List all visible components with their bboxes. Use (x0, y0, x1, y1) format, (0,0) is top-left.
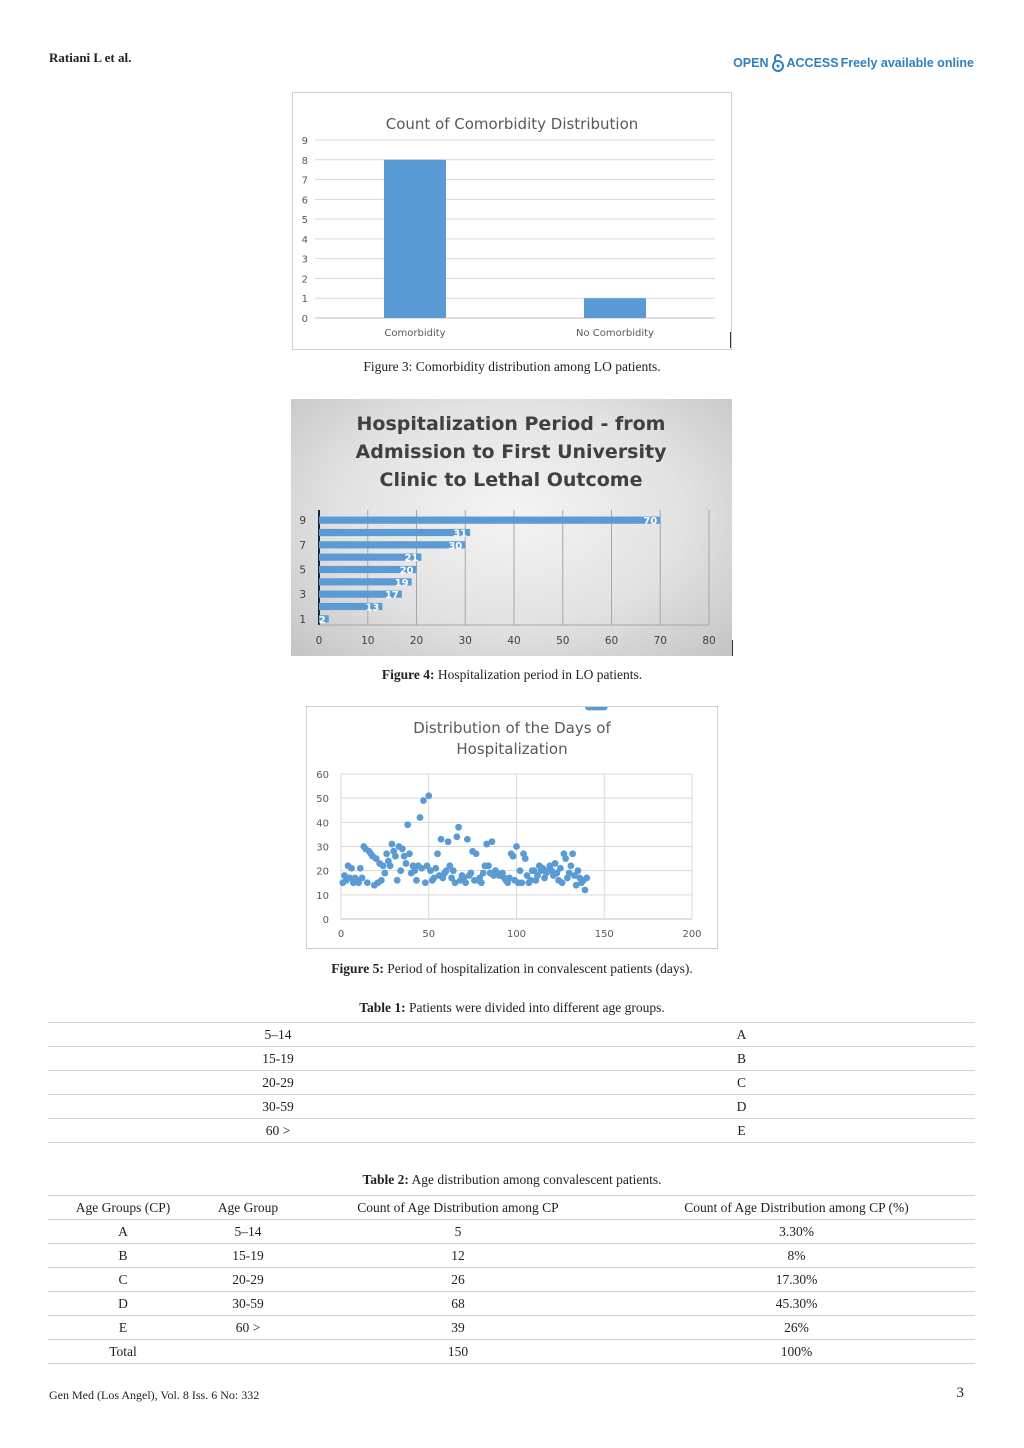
oa-tail-text: Freely available online (840, 56, 974, 70)
y-tick-label: 4 (301, 234, 308, 246)
scatter-point (388, 841, 395, 848)
y-tick-label: 7 (299, 539, 306, 552)
scatter-point (383, 850, 390, 857)
table-2-caption-label: Table 2: (362, 1172, 409, 1187)
scatter-point (450, 867, 457, 874)
table-row (48, 1292, 975, 1316)
bar (319, 541, 465, 548)
chart-title-line: Distribution of the Days of (413, 719, 611, 737)
figure-4-svg (291, 399, 732, 656)
scatter-point (518, 879, 525, 886)
table-cell: A (508, 1023, 975, 1047)
table-row (48, 1119, 975, 1143)
table-cell: 30-59 (198, 1292, 298, 1316)
scatter-point (438, 836, 445, 843)
x-tick-label: 40 (507, 635, 521, 647)
bar (584, 298, 646, 318)
scatter-point (445, 838, 452, 845)
figure-5-caption-text: Period of hospitalization in convalescent patients (days). (383, 961, 693, 976)
scatter-point (473, 850, 480, 857)
y-tick-label: 0 (301, 314, 308, 325)
figure-4-caption-label: Figure 4: (381, 667, 435, 682)
oa-access-text: ACCESS (786, 56, 839, 70)
y-tick-label: 8 (301, 155, 308, 167)
table-cell: 3.30% (618, 1220, 975, 1244)
table-cell: C (508, 1071, 975, 1095)
data-label: 2 (318, 614, 326, 626)
scatter-point (404, 821, 411, 828)
scatter-point (453, 833, 460, 840)
scatter-point (552, 860, 559, 867)
y-tick-label: 50 (316, 794, 329, 806)
scatter-point (387, 862, 394, 869)
scatter-point (422, 879, 429, 886)
x-tick-label: No Comorbidity (576, 328, 654, 339)
table-row (48, 1095, 975, 1119)
table-cell: 39 (298, 1316, 618, 1340)
table-cell: 20-29 (48, 1071, 508, 1095)
scatter-point (348, 865, 355, 872)
x-tick-label: 50 (556, 635, 570, 647)
scatter-point (510, 853, 517, 860)
figure-4-edge-mark (732, 640, 733, 656)
data-label: 13 (365, 602, 380, 614)
scatter-point (397, 867, 404, 874)
table-cell: 5–14 (198, 1220, 298, 1244)
x-tick-label: 30 (458, 635, 472, 647)
scatter-point (420, 797, 427, 804)
figure-4-caption-text: Hospitalization period in LO patients. (434, 667, 643, 682)
scatter-point (575, 867, 582, 874)
chart-title-line: Admission to First University (355, 441, 667, 463)
y-tick-label: 3 (301, 254, 308, 266)
table-cell: 60 > (198, 1316, 298, 1340)
x-tick-label: 50 (422, 929, 436, 940)
scatter-point (381, 870, 388, 877)
data-label: 19 (394, 577, 409, 589)
scatter-point (378, 877, 385, 884)
y-tick-label: 20 (316, 866, 329, 878)
data-label: 17 (384, 590, 399, 602)
x-tick-label: 150 (594, 929, 614, 940)
y-tick-label: 1 (301, 294, 308, 306)
scatter-point (403, 860, 410, 867)
y-tick-label: 60 (316, 770, 329, 781)
scatter-point (485, 862, 492, 869)
scatter-point (517, 867, 524, 874)
table-cell: 17.30% (618, 1268, 975, 1292)
scatter-point (432, 865, 439, 872)
scatter-point (559, 879, 566, 886)
table-cell: B (508, 1047, 975, 1071)
table-row (48, 1023, 975, 1047)
scatter-point (557, 865, 564, 872)
scatter-point (489, 838, 496, 845)
table-row (48, 1340, 975, 1364)
table-header-cell: Age Group (198, 1196, 298, 1220)
table-cell: 30-59 (48, 1095, 508, 1119)
data-label: 20 (399, 565, 414, 577)
scatter-point (522, 855, 529, 862)
table-cell: 12 (298, 1244, 618, 1268)
scatter-point (359, 875, 366, 882)
table-cell: 5–14 (48, 1023, 508, 1047)
data-label: 31 (453, 528, 468, 540)
x-tick-label: 0 (315, 635, 323, 647)
table-cell: A (48, 1220, 198, 1244)
table-cell: 150 (298, 1340, 618, 1364)
data-label: 70 (643, 516, 658, 528)
table-cell: 5 (298, 1220, 618, 1244)
scatter-point (569, 850, 576, 857)
table-cell (198, 1340, 298, 1364)
table-header-row (48, 1196, 975, 1220)
table-cell: 15-19 (48, 1047, 508, 1071)
scatter-point (467, 870, 474, 877)
chart-title-line: Hospitalization Period - from (356, 413, 666, 435)
table-cell: 26 (298, 1268, 618, 1292)
y-tick-label: 7 (301, 175, 308, 187)
table-2-caption-text: Age distribution among convalescent patients. (408, 1172, 662, 1187)
scatter-point (417, 814, 424, 821)
table-cell: 26% (618, 1316, 975, 1340)
figure-4-caption (0, 667, 1024, 683)
table-cell: 15-19 (198, 1244, 298, 1268)
running-head-author: Ratiani L et al. (49, 50, 132, 65)
figure-5-caption (0, 961, 1024, 977)
table-cell: D (508, 1095, 975, 1119)
x-tick-label: 10 (361, 635, 375, 647)
figure-3-edge-mark (730, 332, 731, 348)
table-2 (48, 1195, 975, 1364)
table-1-caption-label: Table 1: (359, 1000, 406, 1015)
x-tick-label: 20 (409, 635, 424, 647)
table-cell: 8% (618, 1244, 975, 1268)
y-tick-label: 6 (301, 195, 308, 207)
bar (384, 160, 446, 318)
table-cell: 100% (618, 1340, 975, 1364)
table-2-caption (0, 1172, 1024, 1188)
scatter-point (582, 887, 589, 894)
scatter-point (413, 877, 420, 884)
figure-5-chart (306, 706, 718, 949)
table-cell: B (48, 1244, 198, 1268)
x-tick-label: 60 (604, 635, 619, 647)
chart-title-line: Hospitalization (456, 740, 568, 758)
y-tick-label: 1 (299, 613, 306, 626)
scatter-point (392, 853, 399, 860)
oa-open-text: OPEN (733, 56, 769, 70)
scatter-point (562, 855, 569, 862)
table-cell: E (508, 1119, 975, 1143)
table-row (48, 1316, 975, 1340)
table-1 (48, 1022, 975, 1143)
open-access-badge (733, 53, 974, 73)
x-tick-label: 70 (653, 635, 667, 647)
table-cell: D (48, 1292, 198, 1316)
figure-3-svg (293, 93, 731, 349)
scatter-point (394, 877, 401, 884)
table-cell: 20-29 (198, 1268, 298, 1292)
table-row (48, 1071, 975, 1095)
scatter-point (399, 846, 406, 853)
figure-3-chart (292, 92, 732, 350)
scatter-point (464, 836, 471, 843)
x-tick-label: Comorbidity (384, 328, 446, 339)
table-row (48, 1268, 975, 1292)
table-row (48, 1220, 975, 1244)
scatter-point (364, 879, 371, 886)
table-row (48, 1047, 975, 1071)
table-1-caption (0, 1000, 1024, 1016)
scatter-point (380, 862, 387, 869)
scatter-point (478, 879, 485, 886)
scatter-point (583, 875, 590, 882)
scatter-point (568, 862, 575, 869)
scatter-point (406, 850, 413, 857)
scatter-point (425, 792, 432, 799)
scatter-point (357, 865, 364, 872)
data-label: 30 (448, 540, 463, 552)
chart-title-line: Clinic to Lethal Outcome (379, 469, 643, 491)
scatter-point (455, 824, 462, 831)
y-tick-label: 2 (301, 274, 308, 286)
y-tick-label: 0 (322, 915, 329, 926)
y-tick-label: 40 (316, 818, 329, 830)
bar (319, 529, 470, 536)
figure-3-caption: Figure 3: Comorbidity distribution among LO patients. (363, 359, 661, 374)
data-label: 21 (404, 553, 419, 565)
table-1-caption-text: Patients were divided into different age groups. (405, 1000, 665, 1015)
y-tick-label: 5 (299, 564, 306, 577)
table-cell: Total (48, 1340, 198, 1364)
footer-journal: Gen Med (Los Angel), Vol. 8 Iss. 6 No: 332 (49, 1388, 260, 1402)
y-tick-label: 30 (316, 842, 329, 854)
y-tick-label: 9 (299, 515, 306, 528)
chart-title: Count of Comorbidity Distribution (385, 115, 639, 133)
x-tick-label: 0 (337, 929, 345, 940)
figure-5-svg (307, 707, 717, 948)
table-cell: 45.30% (618, 1292, 975, 1316)
open-access-lock-icon (771, 53, 785, 73)
x-tick-label: 100 (506, 929, 527, 940)
x-tick-label: 80 (702, 635, 716, 647)
scatter-point (434, 850, 441, 857)
page-number: 3 (956, 1385, 964, 1401)
table-header-cell: Age Groups (CP) (48, 1196, 198, 1220)
table-header-cell: Count of Age Distribution among CP (298, 1196, 618, 1220)
table-cell: 60 > (48, 1119, 508, 1143)
bar (319, 517, 660, 524)
scatter-point (513, 843, 520, 850)
table-row (48, 1244, 975, 1268)
y-tick-label: 9 (301, 136, 308, 147)
scatter-point (480, 870, 487, 877)
table-cell: 68 (298, 1292, 618, 1316)
y-tick-label: 5 (301, 215, 308, 227)
table-cell: E (48, 1316, 198, 1340)
table-cell: C (48, 1268, 198, 1292)
figure-4-chart (291, 399, 732, 656)
table-header-cell: Count of Age Distribution among CP (%) (618, 1196, 975, 1220)
y-tick-label: 3 (299, 589, 306, 602)
y-tick-label: 10 (316, 890, 329, 902)
x-tick-label: 200 (682, 929, 702, 940)
figure-5-caption-label: Figure 5: (331, 961, 384, 976)
scatter-point (462, 879, 469, 886)
